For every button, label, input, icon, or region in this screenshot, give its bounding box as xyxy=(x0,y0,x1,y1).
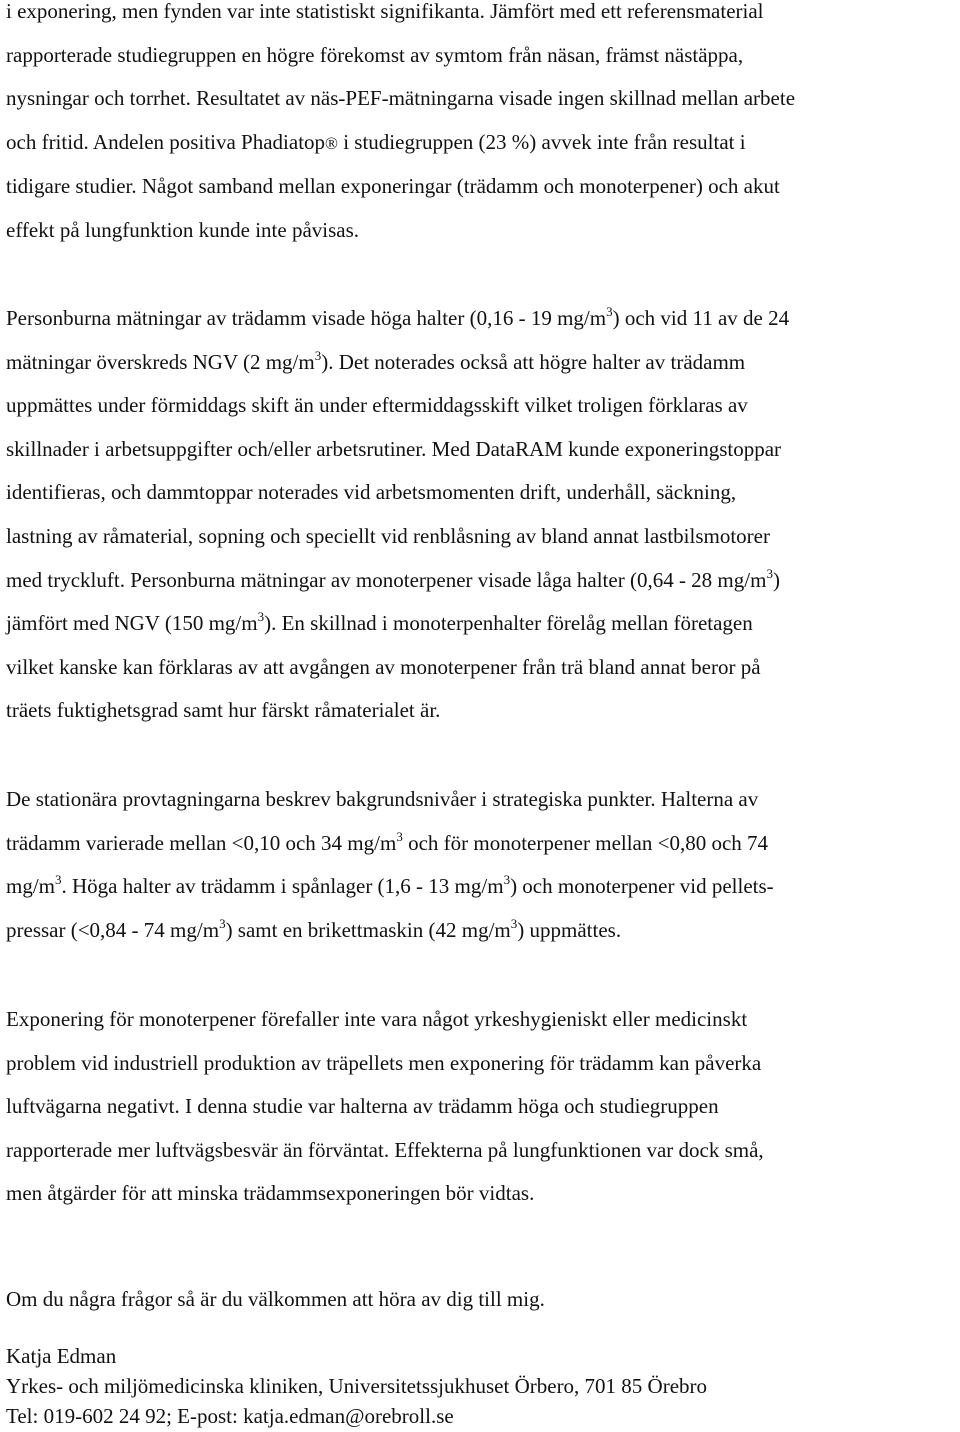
text-line xyxy=(6,121,954,166)
text-line: rapporterade studiegruppen en högre förekomst av symtom från näsan, främst nästäppa, xyxy=(6,42,744,67)
text-line xyxy=(6,297,954,341)
text-run: i studiegruppen (23 %) avvek inte från resultat i xyxy=(337,129,746,154)
text-line: lastning av råmaterial, sopning och speciellt vid renblåsning av bland annat lastbilsmotorer xyxy=(6,523,770,548)
text-run: och fritid. Andelen positiva Phadiatop xyxy=(6,129,326,154)
text-line: skillnader i arbetsuppgifter och/eller arbetsrutiner. Med DataRAM kunde exponeringstoppar xyxy=(6,436,782,461)
text-run: ) uppmättes. xyxy=(517,917,622,942)
text-run: ) samt en brikettmaskin (42 mg/m xyxy=(225,917,511,942)
author-contact: Tel: 019-602 24 92; E-post: katja.edman@orebroll.se xyxy=(6,1404,454,1428)
text-line: uppmättes under förmiddags skift än under eftermiddagsskift vilket troligen förklaras av xyxy=(6,393,748,418)
author-name: Katja Edman xyxy=(6,1344,117,1368)
superscript: 3 xyxy=(503,872,511,888)
text-run: . Höga halter av trädamm i spånlager (1,6 - 13 mg/m xyxy=(61,874,504,899)
text-line: effekt på lungfunktion kunde inte påvisas. xyxy=(6,217,360,242)
text-run: ) xyxy=(772,567,780,592)
text-line xyxy=(6,865,954,909)
text-run: jämfört med NGV (150 mg/m xyxy=(6,611,258,636)
text-line xyxy=(6,602,954,646)
text-run: Personburna mätningar av trädamm visade höga halter (0,16 - 19 mg/m xyxy=(6,306,607,330)
text-line xyxy=(6,559,954,603)
text-line: men åtgärder för att minska trädammsexponeringen bör vidtas. xyxy=(6,1181,535,1206)
paragraph-4 xyxy=(6,998,954,1216)
superscript: 3 xyxy=(606,304,613,319)
text-line: vilket kanske kan förklaras av att avgången av monoterpener från trä bland annat beror på xyxy=(6,654,761,679)
text-run: mg/m xyxy=(6,874,56,899)
text-run: mätningar överskreds NGV (2 mg/m xyxy=(6,349,315,374)
text-line: De stationära provtagningarna beskrev bakgrundsnivåer i strategiska punkter. Halterna av xyxy=(6,787,759,811)
text-run: trädamm varierade mellan <0,10 och 34 mg/m xyxy=(6,830,397,855)
text-run: ) och monoterpener vid pellets- xyxy=(510,874,774,899)
text-line: i exponering, men fynden var inte statistiskt signifikanta. Jämfört med ett referensmaterial xyxy=(6,0,764,23)
superscript: 3 xyxy=(55,872,62,888)
text-line: tidigare studier. Något samband mellan exponeringar (trädamm och monoterpener) och akut xyxy=(6,174,780,199)
superscript: 3 xyxy=(766,565,773,581)
paragraph-3 xyxy=(6,778,954,952)
paragraph-2 xyxy=(6,297,954,733)
text-line: Om du några frågor så är du välkommen att höra av dig till mig. xyxy=(6,1287,545,1311)
signature-block xyxy=(6,1341,954,1431)
text-run: ) och vid 11 av de 24 xyxy=(612,306,790,330)
text-line: Exponering för monoterpener förefaller inte vara något yrkeshygieniskt eller medicinskt xyxy=(6,1007,748,1031)
text-line: nysningar och torrhet. Resultatet av näs-PEF-mätningarna visade ingen skillnad mellan arbete xyxy=(6,86,796,111)
superscript: 3 xyxy=(396,828,403,844)
text-line: luftvägarna negativt. I denna studie var halterna av trädamm höga och studiegruppen xyxy=(6,1094,719,1119)
text-line: identifieras, och dammtoppar noterades vid arbetsmomenten drift, underhåll, säckning, xyxy=(6,480,737,505)
text-line xyxy=(6,822,954,866)
text-run: och för monoterpener mellan <0,80 och 74 xyxy=(402,830,769,855)
text-run: med tryckluft. Personburna mätningar av monoterpener visade låga halter (0,64 - 28 mg/m xyxy=(6,567,767,592)
superscript: 3 xyxy=(314,347,322,363)
text-line: problem vid industriell produktion av träpellets men exponering för trädamm kan påverka xyxy=(6,1050,762,1075)
text-line: rapporterade mer luftvägsbesvär än förväntat. Effekterna på lungfunktionen var dock små, xyxy=(6,1137,764,1162)
author-affiliation: Yrkes- och miljömedicinska kliniken, Universitetssjukhuset Örbero, 701 85 Örebro xyxy=(6,1374,708,1398)
paragraph-1 xyxy=(6,0,954,253)
text-line xyxy=(6,909,954,953)
text-line: träets fuktighetsgrad samt hur färskt råmaterialet är. xyxy=(6,698,441,723)
paragraph-5 xyxy=(6,1278,954,1322)
registered-mark: ® xyxy=(325,133,338,153)
text-line xyxy=(6,341,954,385)
superscript: 3 xyxy=(257,609,265,625)
text-run: ). Det noterades också att högre halter av trädamm xyxy=(321,349,746,374)
superscript: 3 xyxy=(219,915,226,931)
superscript: 3 xyxy=(510,915,518,931)
text-run: pressar (<0,84 - 74 mg/m xyxy=(6,917,220,942)
text-run: ). En skillnad i monoterpenhalter förelåg mellan företagen xyxy=(264,611,753,636)
